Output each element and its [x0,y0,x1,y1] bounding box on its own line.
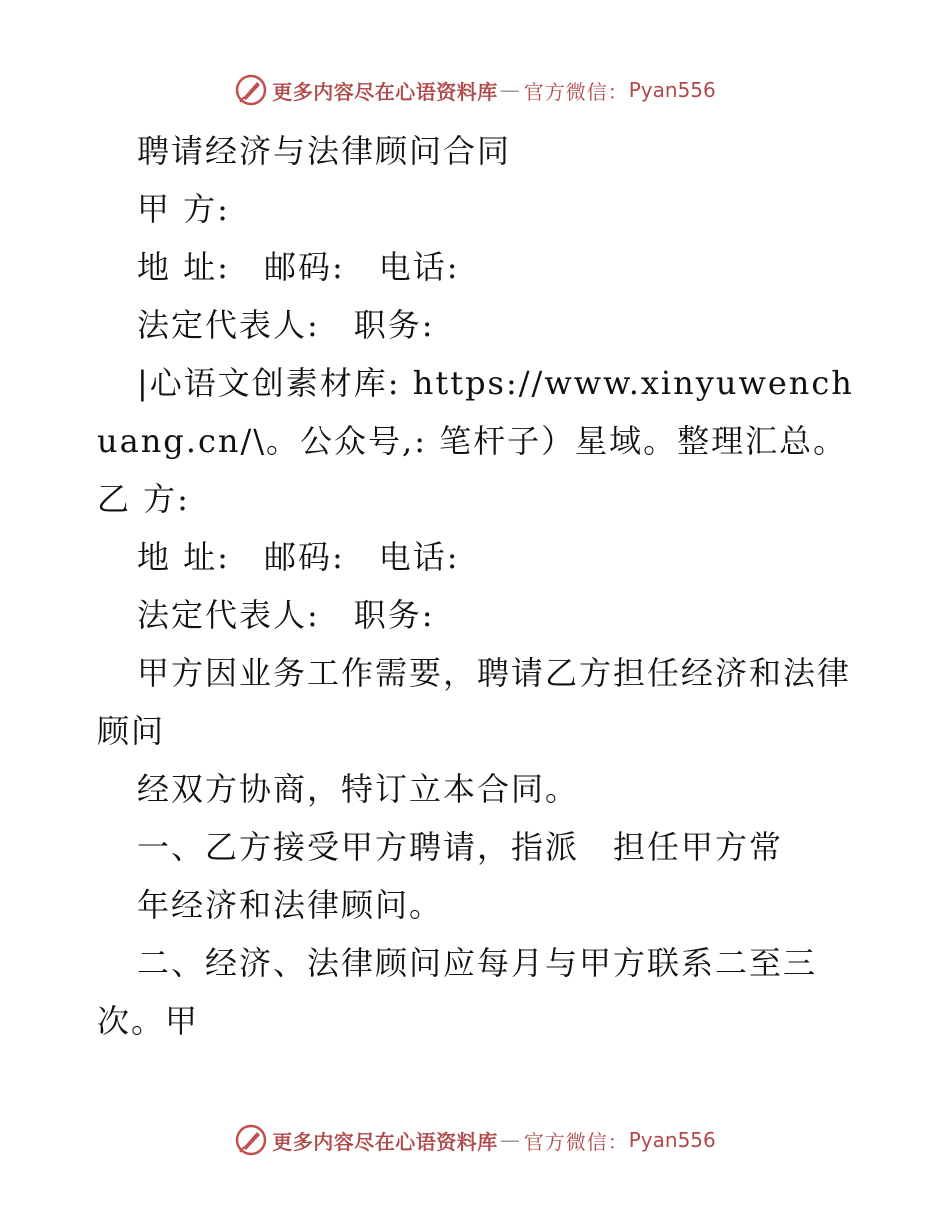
party-b-legal-rep-line: 法定代表人: 职务: [137,596,435,634]
footer-banner [0,1120,950,1160]
quill-pen-logo-icon [234,1123,268,1157]
banner-wechat-label: 官方微信： [523,79,629,104]
document-body [97,122,857,1050]
clause-1-line-1: 一、乙方接受甲方聘请，指派 担任甲方常 [137,828,784,866]
party-a-label: 甲 方: [137,190,230,228]
party-b-address-line: 地 址: 邮码: 电话: [137,538,460,576]
agreement-paragraph: 经双方协商，特订立本合同。 [137,770,580,808]
banner-wechat-id: Pyan556 [628,78,716,102]
party-a-address-line: 地 址: 邮码: 电话: [137,248,460,286]
party-a-legal-rep-line: 法定代表人: 职务: [137,306,435,344]
banner-separator: — [499,78,520,102]
header-banner [0,70,950,110]
quill-pen-logo-icon [234,73,268,107]
footer-separator: — [499,1128,520,1152]
clause-2-paragraph: 二、经济、法律顾问应每月与甲方联系二至三次。甲 [97,944,818,1040]
document-title: 聘请经济与法律顾问合同 [137,132,512,170]
footer-wechat-label: 官方微信： [523,1129,629,1154]
footer-wechat-id: Pyan556 [628,1128,716,1152]
purpose-paragraph: 甲方因业务工作需要，聘请乙方担任经济和法律顾问 [97,654,852,750]
banner-brand-text: 更多内容尽在心语资料库 [272,79,498,104]
watermark-paragraph: |心语文创素材库: https://www.xinyuwenchuang.cn/\。公众号,: 笔杆子）星域。整理汇总。乙 方: [97,364,854,518]
footer-brand-text: 更多内容尽在心语资料库 [272,1129,498,1154]
clause-1-line-2: 年经济和法律顾问。 [137,886,444,924]
